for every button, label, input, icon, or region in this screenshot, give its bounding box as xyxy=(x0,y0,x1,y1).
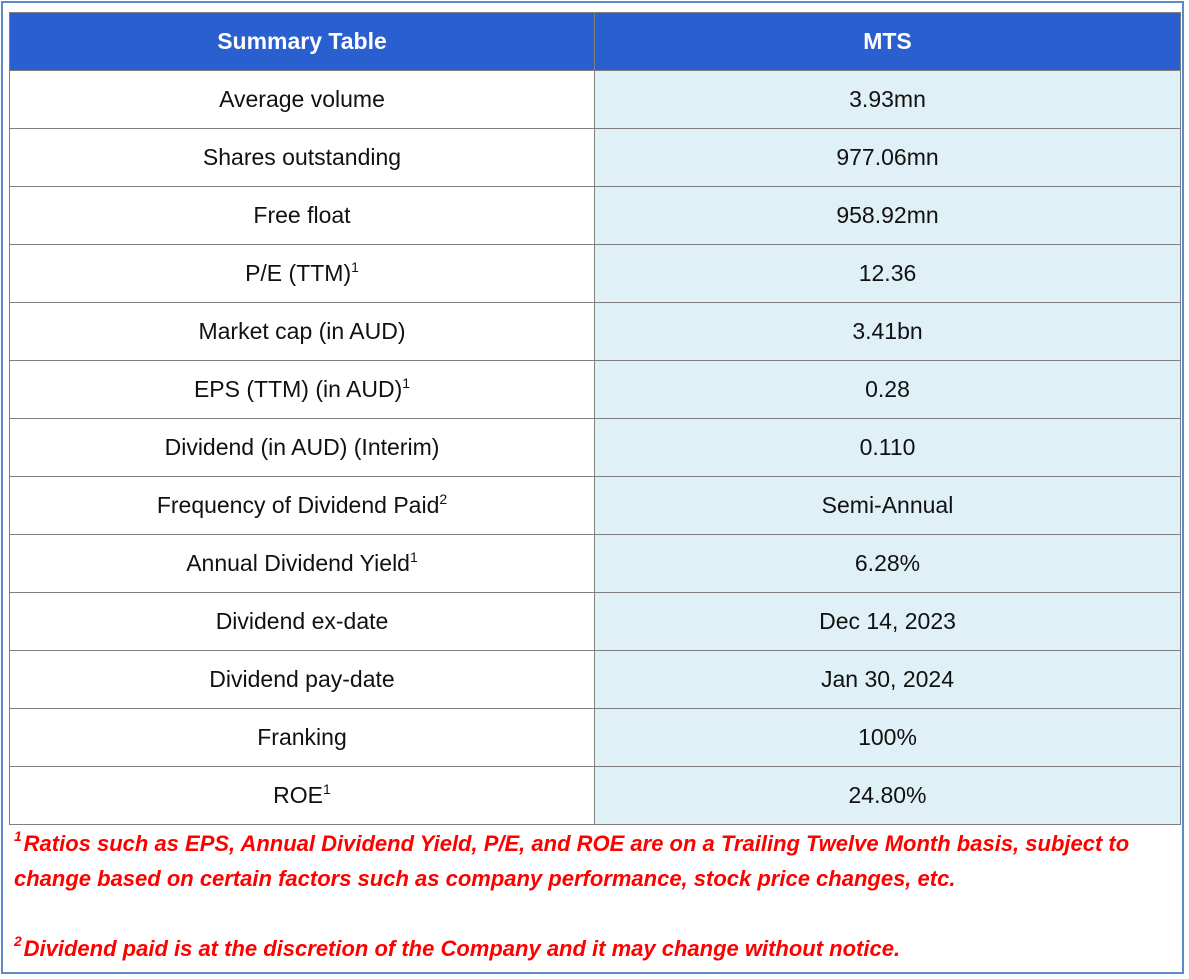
row-label-average-volume: Average volume xyxy=(10,71,595,129)
footnotes xyxy=(14,826,1174,966)
footnote-marker: 1 xyxy=(402,375,411,391)
row-label-dividend-frequency: Frequency of Dividend Paid$^2$ xyxy=(10,477,595,535)
row-label-shares-outstanding: Shares outstanding xyxy=(10,129,595,187)
footnote-marker: 1 xyxy=(351,259,359,275)
table-row xyxy=(10,651,1181,709)
table-row xyxy=(10,245,1181,303)
row-label-market-cap: Market cap (in AUD) xyxy=(10,303,595,361)
footnote-2-text: Dividend paid is at the discretion of the Company and it may change without notice. xyxy=(23,936,901,961)
footnote-marker: 2 xyxy=(14,933,22,949)
header-label-cell: Summary Table xyxy=(10,13,595,71)
row-value-dividend-pay-date: Jan 30, 2024 xyxy=(595,651,1181,709)
header-value-cell: MTS xyxy=(595,13,1181,71)
row-value-franking: 100% xyxy=(595,709,1181,767)
table-row xyxy=(10,187,1181,245)
footnote-1-text: Ratios such as EPS, Annual Dividend Yield, P/E, and ROE are on a Trailing Twelve Month basis, subject to change based on certain factors such as company performance, stock price changes, etc. xyxy=(14,831,1130,891)
row-value-eps-ttm: 0.28 xyxy=(595,361,1181,419)
row-label-free-float: Free float xyxy=(10,187,595,245)
table-row xyxy=(10,593,1181,651)
row-value-average-volume: 3.93mn xyxy=(595,71,1181,129)
row-value-pe-ttm: 12.36 xyxy=(595,245,1181,303)
row-label-dividend-ex-date: Dividend ex-date xyxy=(10,593,595,651)
table-row xyxy=(10,129,1181,187)
row-value-free-float: 958.92mn xyxy=(595,187,1181,245)
footnote-marker: 1 xyxy=(14,828,22,844)
row-value-shares-outstanding: 977.06mn xyxy=(595,129,1181,187)
row-value-annual-dividend-yield: 6.28% xyxy=(595,535,1181,593)
table-row xyxy=(10,477,1181,535)
footnote-1 xyxy=(14,826,1174,896)
summary-table xyxy=(9,12,1181,825)
footnote-2 xyxy=(14,931,1174,966)
footnote-marker: 1 xyxy=(323,781,331,797)
row-label-dividend-pay-date: Dividend pay-date xyxy=(10,651,595,709)
row-value-market-cap: 3.41bn xyxy=(595,303,1181,361)
row-label-annual-dividend-yield: Annual Dividend Yield$^1$ xyxy=(10,535,595,593)
table-row xyxy=(10,71,1181,129)
row-label-eps-ttm: EPS (TTM) (in AUD)$^1$ xyxy=(10,361,595,419)
row-value-dividend-ex-date: Dec 14, 2023 xyxy=(595,593,1181,651)
row-value-roe: 24.80% xyxy=(595,767,1181,825)
row-label-roe: ROE$^1$ xyxy=(10,767,595,825)
table-row xyxy=(10,709,1181,767)
table-header-row xyxy=(10,13,1181,71)
row-value-dividend-frequency: Semi-Annual xyxy=(595,477,1181,535)
table-row xyxy=(10,419,1181,477)
table-row xyxy=(10,361,1181,419)
row-label-franking: Franking xyxy=(10,709,595,767)
table-row xyxy=(10,535,1181,593)
table-row xyxy=(10,767,1181,825)
footnote-marker: 1 xyxy=(409,549,418,565)
row-label-dividend-interim: Dividend (in AUD) (Interim) xyxy=(10,419,595,477)
footnote-marker: 2 xyxy=(439,491,448,507)
table-row xyxy=(10,303,1181,361)
row-label-pe-ttm: P/E (TTM)$^1$ xyxy=(10,245,595,303)
row-value-dividend-interim: 0.110 xyxy=(595,419,1181,477)
